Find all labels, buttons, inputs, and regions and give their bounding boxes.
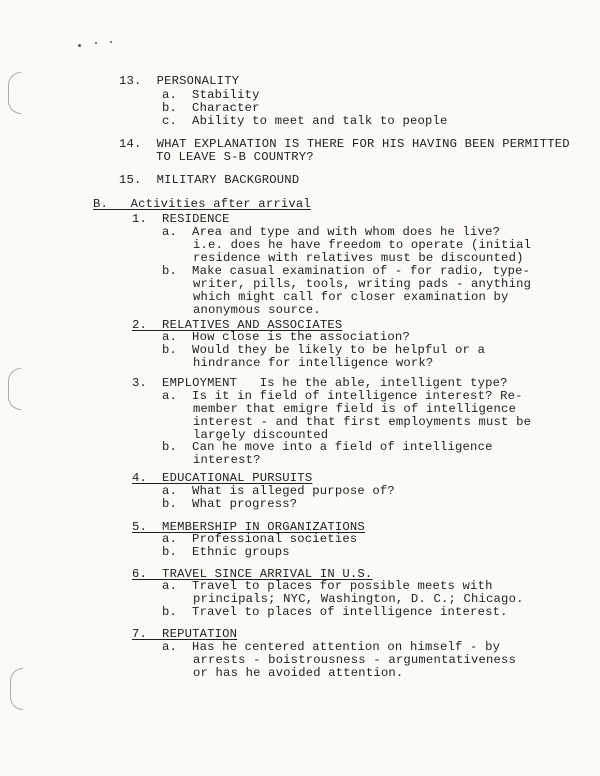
punch-hole-mark-top: [8, 72, 21, 114]
travel-item-a-line2: principals; NYC, Washington, D. C.; Chicago.: [193, 592, 524, 606]
residence-item-a-line2: i.e. does he have freedom to operate (initial: [193, 238, 532, 252]
residence-heading: 1. RESIDENCE: [132, 212, 230, 226]
travel-heading: 6. TRAVEL SINCE ARRIVAL IN U.S.: [132, 567, 373, 581]
section-15-heading: 15. MILITARY BACKGROUND: [119, 173, 300, 187]
residence-item-b-line4: anonymous source.: [193, 303, 321, 317]
residence-item-b: b. Make casual examination of - for radio, type-: [162, 264, 531, 278]
travel-item-b: b. Travel to places of intelligence interest.: [162, 605, 508, 619]
employment-item-a-line3: interest - and that first employments must be: [193, 415, 532, 429]
section-14-heading-cont: TO LEAVE S-B COUNTRY?: [156, 150, 314, 164]
item-13a: a. Stability: [162, 88, 260, 102]
relatives-item-a: a. How close is the association?: [162, 330, 410, 344]
section-13-heading: 13. PERSONALITY: [119, 74, 240, 88]
relatives-item-b-line2: hindrance for intelligence work?: [193, 356, 434, 370]
punch-hole-mark-middle: [8, 368, 21, 410]
item-13c: c. Ability to meet and talk to people: [162, 114, 448, 128]
item-13b: b. Character: [162, 101, 260, 115]
relatives-item-b: b. Would they be likely to be helpful or a: [162, 343, 486, 357]
employment-item-b: b. Can he move into a field of intelligence: [162, 440, 493, 454]
employment-item-b-line2: interest?: [193, 453, 261, 467]
reputation-item-a: a. Has he centered attention on himself - by: [162, 640, 501, 654]
punch-hole-mark-bottom: [10, 668, 23, 710]
part-b-heading: B. Activities after arrival: [93, 197, 311, 211]
reputation-item-a-line3: or has he avoided attention.: [193, 666, 404, 680]
membership-heading: 5. MEMBERSHIP IN ORGANIZATIONS: [132, 520, 365, 534]
speck-mark: [110, 41, 112, 43]
reputation-heading: 7. REPUTATION: [132, 627, 238, 641]
education-item-b: b. What progress?: [162, 497, 298, 511]
section-14-heading: 14. WHAT EXPLANATION IS THERE FOR HIS HAVING BEEN PERMITTED: [119, 137, 570, 151]
employment-heading: 3. EMPLOYMENT Is he the able, intelligent type?: [132, 376, 508, 390]
residence-item-a-line3: residence with relatives must be discounted): [193, 251, 524, 265]
speck-mark: [78, 44, 81, 47]
education-heading: 4. EDUCATIONAL PURSUITS: [132, 471, 313, 485]
employment-item-a-line2: member that emigre field is of intelligence: [193, 402, 517, 416]
employment-item-a: a. Is it in field of intelligence interest? Re-: [162, 389, 523, 403]
speck-mark: [95, 42, 97, 44]
relatives-heading: 2. RELATIVES AND ASSOCIATES: [132, 318, 343, 332]
education-item-a: a. What is alleged purpose of?: [162, 484, 395, 498]
travel-item-a: a. Travel to places for possible meets with: [162, 579, 493, 593]
residence-item-b-line2: writer, pills, tools, writing pads - anything: [193, 277, 532, 291]
membership-item-a: a. Professional societies: [162, 532, 358, 546]
reputation-item-a-line2: arrests - boistrousness - argumentativeness: [193, 653, 517, 667]
membership-item-b: b. Ethnic groups: [162, 545, 290, 559]
employment-item-a-line4: largely discounted: [193, 428, 329, 442]
residence-item-a: a. Area and type and with whom does he live?: [162, 225, 501, 239]
residence-item-b-line3: which might call for closer examination by: [193, 290, 509, 304]
